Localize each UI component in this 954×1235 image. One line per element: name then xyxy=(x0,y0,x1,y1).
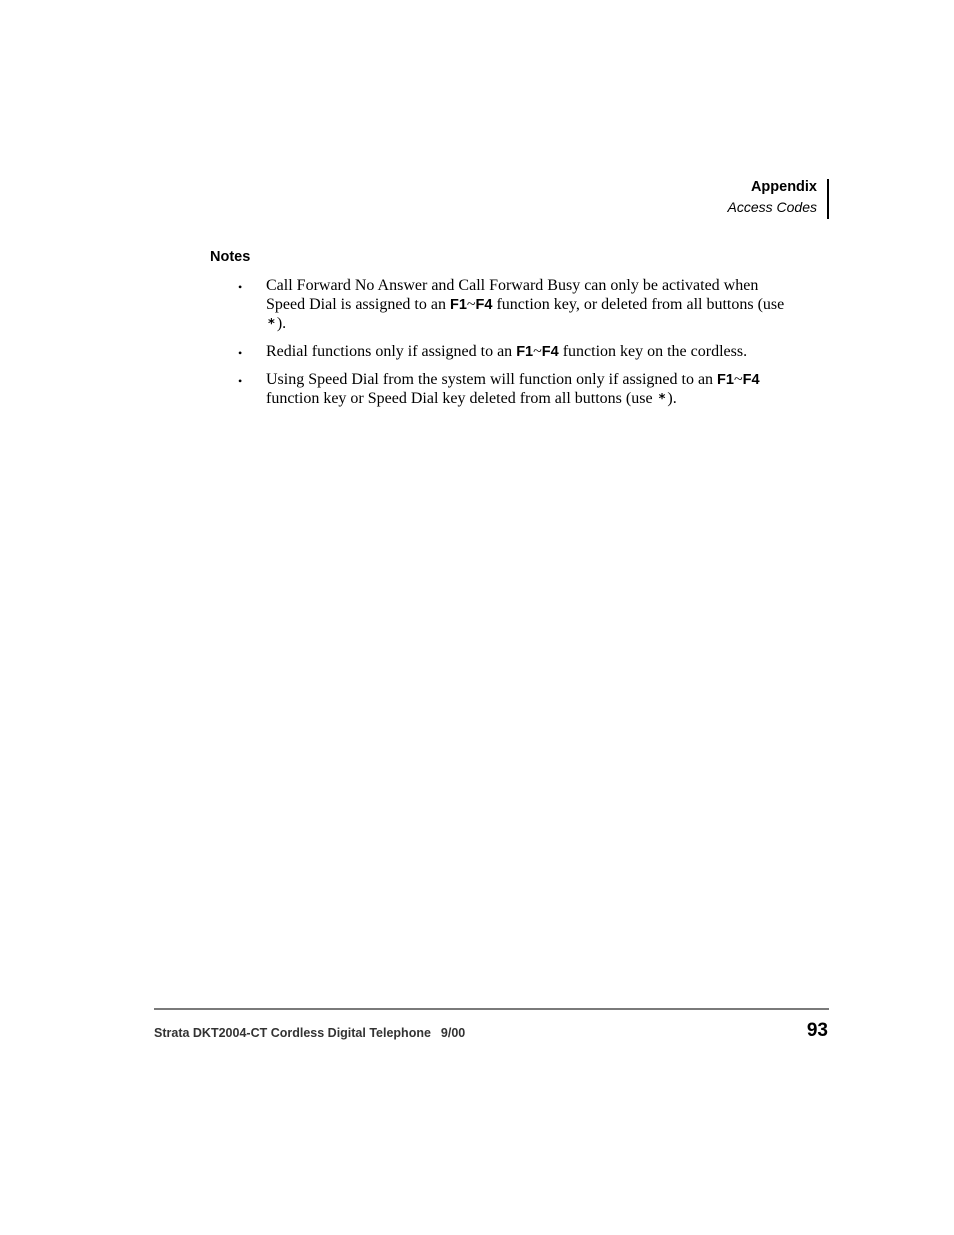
key-label-f1: F1 xyxy=(449,296,467,313)
note-text: function key, or deleted from all buttons (use xyxy=(492,295,785,313)
star-key-icon: * xyxy=(658,391,666,407)
note-text: ). xyxy=(667,389,677,407)
key-label-f4: F4 xyxy=(541,344,559,361)
note-text: function key on the cordless. xyxy=(558,343,748,361)
range-separator: ~ xyxy=(466,295,476,313)
note-text: function key or Speed Dial key deleted from all buttons (use xyxy=(266,389,657,407)
header-divider xyxy=(827,179,829,219)
running-header xyxy=(728,178,817,218)
star-key-icon: * xyxy=(268,316,275,332)
list-item xyxy=(236,277,798,334)
note-text: Call Forward No Answer and Call Forward Busy can only be activated when Speed Dial is assigned to an xyxy=(266,277,759,313)
section-subtitle: Access Codes xyxy=(727,199,817,215)
footer-product-line xyxy=(154,1026,465,1040)
bullet-icon: • xyxy=(238,374,243,389)
revision-date: 9/00 xyxy=(440,1026,466,1040)
note-text: ). xyxy=(276,314,287,332)
range-separator: ~ xyxy=(733,371,743,389)
section-title: Appendix xyxy=(750,179,817,195)
page-number: 93 xyxy=(806,1020,828,1041)
key-label-f1: F1 xyxy=(717,372,734,389)
footer-divider xyxy=(154,1008,829,1010)
list-item xyxy=(236,371,798,410)
bullet-icon: • xyxy=(238,280,243,294)
bullet-icon: • xyxy=(238,346,243,361)
product-name: Strata DKT2004-CT Cordless Digital Telephone xyxy=(154,1026,431,1040)
note-text: Using Speed Dial from the system will function only if assigned to an xyxy=(266,371,718,389)
key-label-f4: F4 xyxy=(475,296,493,313)
notes-heading: Notes xyxy=(210,249,251,265)
key-label-f4: F4 xyxy=(742,372,760,389)
notes-list xyxy=(236,277,798,419)
list-item xyxy=(236,343,798,362)
note-text: Redial functions only if assigned to an xyxy=(266,343,517,361)
range-separator: ~ xyxy=(533,343,542,361)
key-label-f1: F1 xyxy=(516,344,534,361)
